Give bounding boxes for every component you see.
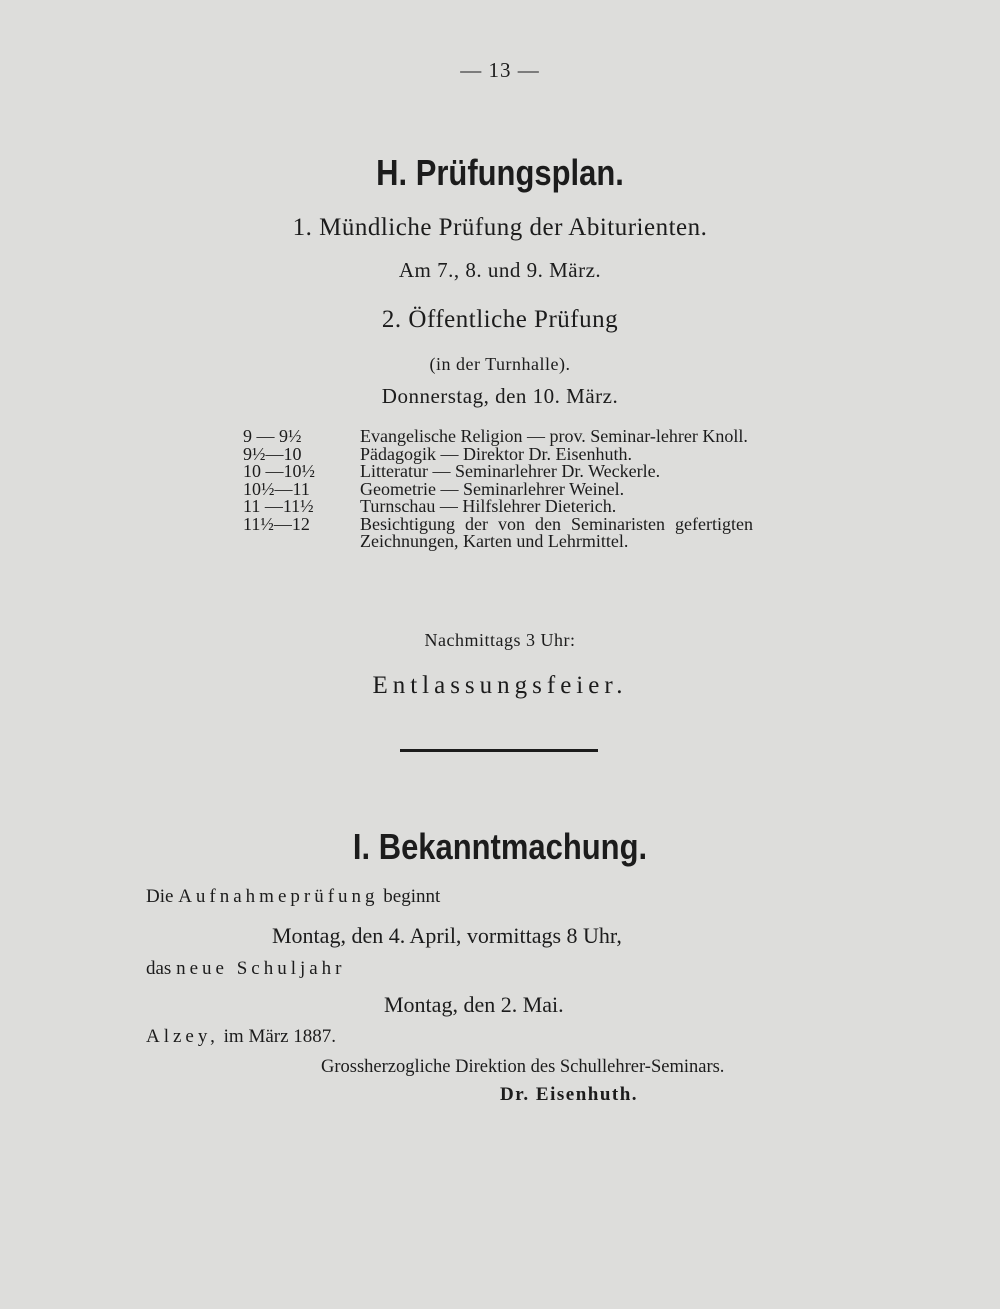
part1-title: 1. Mündliche Prüfung der Abiturienten. bbox=[292, 214, 708, 241]
place-name: Alzey, bbox=[146, 1026, 219, 1047]
schedule-row bbox=[243, 498, 753, 516]
schedule-desc: Litteratur — Seminarlehrer Dr. Weckerle. bbox=[360, 461, 661, 481]
part2-location: (in der Turnhalle). bbox=[429, 354, 571, 374]
schedule-time: 10 —10½ bbox=[243, 461, 315, 481]
section-i-heading: I. Bekanntmachung. bbox=[352, 826, 648, 867]
afternoon-time: Nachmittags 3 Uhr: bbox=[424, 630, 576, 650]
schedule-row bbox=[243, 513, 753, 551]
page-number: — 13 — bbox=[460, 58, 540, 82]
schedule-time: 10½—11 bbox=[243, 478, 310, 499]
schedule-row bbox=[243, 428, 753, 446]
schedule-desc: Besichtigung der von den Seminaristen gefertigten Zeichnungen, Karten und Lehrmittel. bbox=[360, 513, 753, 551]
schedule-desc: Geometrie — Seminarlehrer Weinel. bbox=[360, 478, 625, 499]
place-date: im März 1887. bbox=[223, 1026, 337, 1047]
place-date-line bbox=[146, 1026, 336, 1048]
school-year-date: Montag, den 2. Mai. bbox=[384, 992, 564, 1017]
exam-start-line bbox=[146, 886, 440, 908]
ceremony-title: Entlassungsfeier. bbox=[372, 672, 628, 699]
part1-dates: Am 7., 8. und 9. März. bbox=[398, 258, 602, 282]
exam-start-term: Aufnahmeprüfung bbox=[178, 886, 379, 907]
schedule-time: 9½—10 bbox=[243, 443, 302, 464]
section-i-heading-wrap bbox=[0, 826, 1000, 868]
school-year-term: neue Schuljahr bbox=[176, 958, 346, 979]
exam-start-suffix: beginnt bbox=[383, 886, 441, 907]
school-year-prefix: das bbox=[146, 958, 172, 979]
schedule-desc: Evangelische Religion — prov. Seminar-lehrer Knoll. bbox=[360, 426, 748, 446]
schedule-time: 9 — 9½ bbox=[243, 426, 302, 446]
exam-start-date: Montag, den 4. April, vormittags 8 Uhr, bbox=[272, 923, 622, 948]
schedule-row bbox=[243, 463, 753, 481]
exam-schedule bbox=[243, 428, 753, 551]
schedule-time: 11½—12 bbox=[243, 513, 310, 534]
part2-title: 2. Öffentliche Prüfung bbox=[381, 306, 619, 333]
section-divider bbox=[400, 749, 598, 752]
schedule-desc: Turnschau — Hilfslehrer Dieterich. bbox=[360, 496, 617, 516]
section-h-heading: H. Prüfungsplan. bbox=[376, 152, 624, 193]
schedule-time: 11 —11½ bbox=[243, 496, 314, 516]
part2-day: Donnerstag, den 10. März. bbox=[381, 384, 619, 408]
exam-start-prefix: Die bbox=[146, 886, 174, 907]
school-year-line bbox=[146, 958, 346, 980]
schedule-desc: Pädagogik — Direktor Dr. Eisenhuth. bbox=[360, 443, 632, 464]
section-h-heading-wrap bbox=[0, 152, 1000, 194]
authority-line: Grossherzogliche Direktion des Schullehrer-Seminars. bbox=[321, 1057, 725, 1077]
signature: Dr. Eisenhuth. bbox=[500, 1084, 639, 1105]
